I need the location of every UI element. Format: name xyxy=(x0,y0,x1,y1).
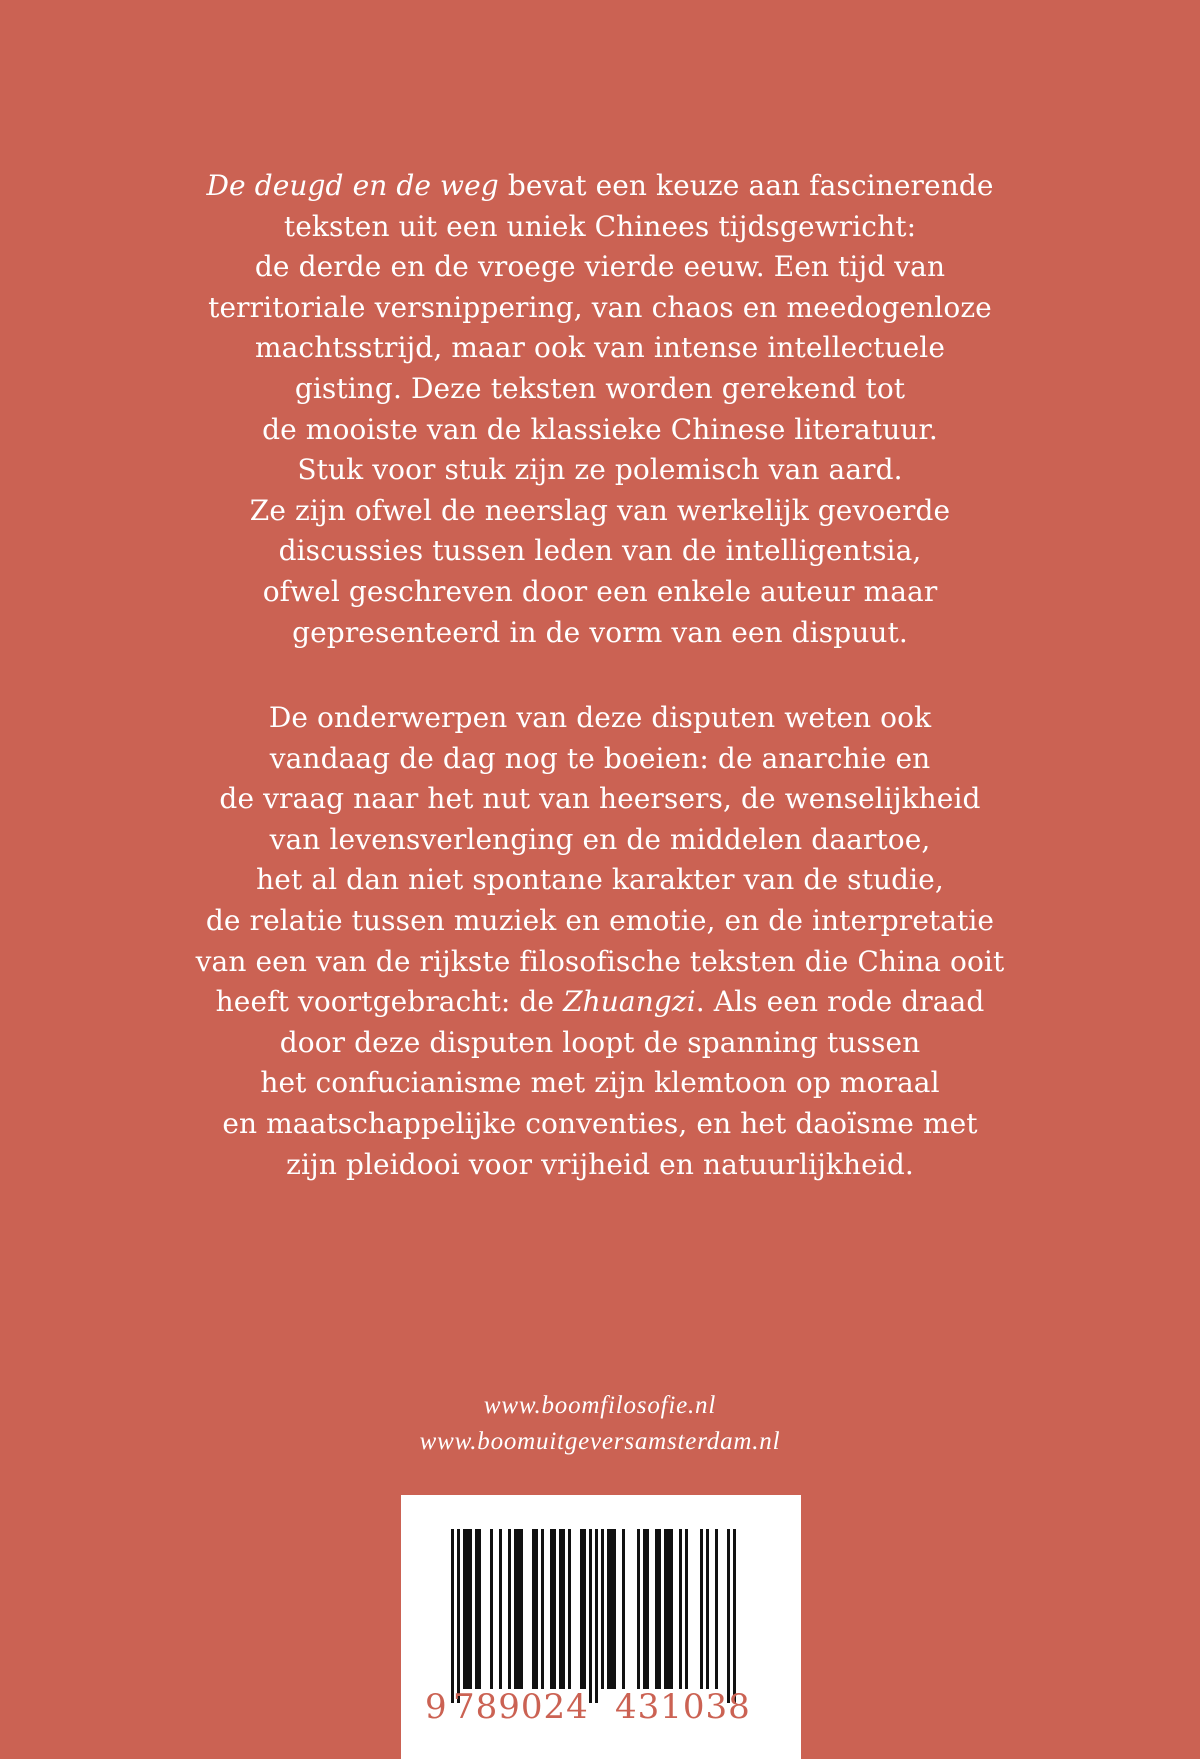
barcode-bar xyxy=(532,1529,538,1689)
barcode-bar xyxy=(463,1529,472,1689)
barcode-bar xyxy=(643,1529,649,1689)
blurb-line: vandaag de dag nog te boeien: de anarchie en xyxy=(269,741,931,775)
blurb-line: discussies tussen leden van de intelligentsia, xyxy=(278,534,922,568)
barcode-bar xyxy=(622,1529,625,1689)
barcode-bar xyxy=(475,1529,481,1689)
blurb-line: de mooiste van de klassieke Chinese literatuur. xyxy=(262,412,938,446)
barcode-bar xyxy=(490,1529,493,1689)
barcode-bar xyxy=(637,1529,640,1689)
blurb-line: De onderwerpen van deze disputen weten ook xyxy=(268,701,932,734)
blurb-line: machtsstrijd, maar ook van intense intellectuele xyxy=(254,331,946,365)
website-link-boomuitgevers[interactable]: www.boomuitgeversamsterdam.nl xyxy=(419,1428,781,1455)
blurb-line: de relatie tussen muziek en emotie, en de interpretatie xyxy=(205,903,995,937)
blurb-line: Ze zijn ofwel de neerslag van werkelijk gevoerde xyxy=(249,493,951,527)
isbn-barcode xyxy=(401,1495,801,1759)
barcode-bar xyxy=(700,1529,703,1689)
blurb-line: het al dan niet spontane karakter van de studie, xyxy=(256,863,944,897)
blurb-line: de vraag naar het nut van heersers, de wenselijkheid xyxy=(219,782,981,816)
barcode-bar xyxy=(568,1529,571,1689)
blurb-line: ofwel geschreven door een enkele auteur maar xyxy=(262,574,938,608)
blurb-line: gisting. Deze teksten worden gerekend tot xyxy=(294,371,906,405)
publisher-websites xyxy=(0,1388,1200,1460)
zhuangzi-italic: Zhuangzi xyxy=(563,985,696,1019)
blurb-line: teksten uit een uniek Chinees tijdsgewricht: xyxy=(283,209,917,243)
isbn-first-digit: 9 xyxy=(425,1687,447,1727)
barcode-bar xyxy=(559,1529,565,1689)
blurb-paragraph-2 xyxy=(100,698,1100,1185)
barcode-bar xyxy=(706,1529,709,1689)
blurb-line: territoriale versnippering, van chaos en meedogenloze xyxy=(208,290,992,324)
blurb-line: van levensverlenging en de middelen daartoe, xyxy=(269,822,931,856)
blurb-line-text: bevat een keuze aan fascinerende xyxy=(498,169,994,202)
barcode-bar xyxy=(499,1529,502,1689)
barcode-guard-bar xyxy=(457,1529,460,1703)
barcode-bar xyxy=(508,1529,511,1689)
isbn-right-group: 431038 xyxy=(615,1687,751,1727)
isbn-left-group: 789024 xyxy=(453,1687,589,1727)
barcode-guard-bar xyxy=(727,1529,730,1703)
blurb-line-text: heeft voortgebracht: de xyxy=(215,985,564,1019)
blurb-line: zijn pleidooi voor vrijheid en natuurlijkheid. xyxy=(286,1147,914,1181)
barcode-bar xyxy=(541,1529,544,1689)
book-title-italic: De deugd en de weg xyxy=(206,169,499,202)
blurb-paragraph-1 xyxy=(100,166,1100,653)
barcode-guard-bar xyxy=(451,1529,454,1703)
blurb-line: en maatschappelijke conventies, en het daoïsme met xyxy=(222,1106,978,1140)
website-link-boomfilosofie[interactable]: www.boomfilosofie.nl xyxy=(483,1392,717,1419)
blurb-line: de derde en de vroege vierde eeuw. Een tijd van xyxy=(254,250,946,284)
blurb-line xyxy=(100,166,1100,207)
blurb-line: van een van de rijkste filosofische teksten die China ooit xyxy=(195,944,1005,978)
blurb-line xyxy=(100,982,1100,1023)
barcode-bar xyxy=(685,1529,688,1689)
barcode-bar xyxy=(679,1529,682,1689)
barcode-bar xyxy=(664,1529,673,1689)
blurb-line: door deze disputen loopt de spanning tussen xyxy=(279,1025,921,1059)
barcode-bar xyxy=(580,1529,586,1689)
barcode-bar xyxy=(607,1529,616,1689)
barcode-guard-bar xyxy=(733,1529,736,1703)
barcode-guard-bar xyxy=(595,1529,598,1703)
blurb-line: het confucianisme met zijn klemtoon op moraal xyxy=(260,1066,940,1100)
blurb-line: Stuk voor stuk zijn ze polemisch van aard. xyxy=(297,453,903,487)
blurb-line: gepresenteerd in de vorm van een dispuut. xyxy=(292,615,908,649)
barcode-bar xyxy=(514,1529,523,1689)
barcode-bar xyxy=(715,1529,718,1689)
barcode-bar xyxy=(601,1529,604,1689)
blurb-line-text: . Als een rode draad xyxy=(695,985,985,1019)
barcode-bar xyxy=(655,1529,661,1689)
barcode-guard-bar xyxy=(589,1529,592,1703)
barcode-bar xyxy=(550,1529,556,1689)
